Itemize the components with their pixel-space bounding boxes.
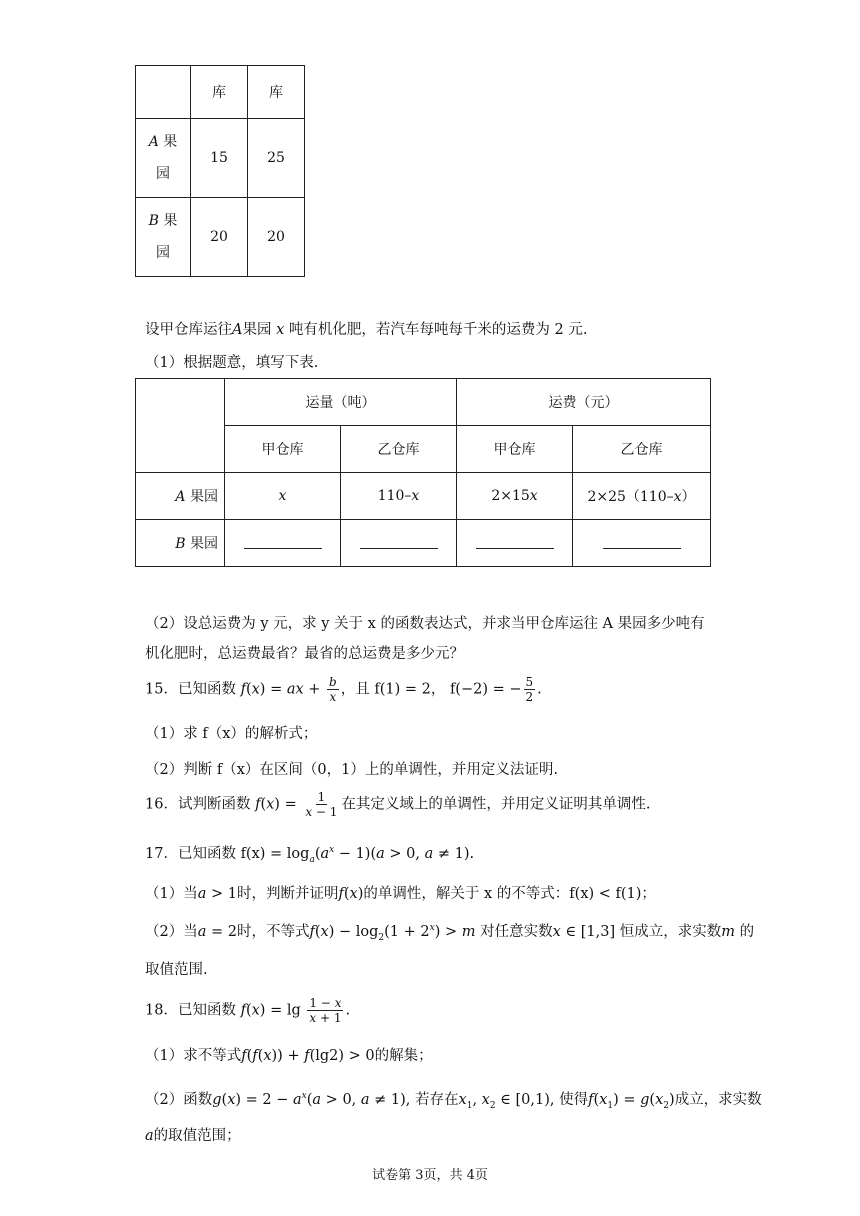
problem-18: 18．已知函数 f(x) = lg $\frac{1 - x}{x + 1}$ . [145, 996, 351, 1025]
problem-18-part-1: （1）求不等式f(f(x)) + f(lg2) > 0的解集； [145, 1048, 433, 1064]
problem-18-part-2: （2）函数$g(x) = 2 - a^x(a > 0$, a ≠ 1), 若存在$x_1$, $x_2$ ∈ [0,1), 使得$f(x_1) = g(x_2)$成立，求实数 [145, 1091, 762, 1111]
table1-cell: 20 [248, 198, 305, 277]
fraction-1-minus-x-over-x-plus-1: $\frac{1 - x}{x + 1}$ [309, 996, 342, 1025]
table2-group-volume: 运量（吨） [225, 379, 457, 426]
table1-cell: 15 [191, 119, 248, 198]
page-footer: 试卷第 3页，共 4页 [372, 1168, 488, 1183]
table1-corner [136, 66, 191, 119]
fraction-5-over-2: $\frac{5}{2}$ [525, 675, 534, 704]
table1-header-2: 库 [248, 66, 305, 119]
fraction-1-over-x-minus-1: $\frac{1}{x - 1}$ [305, 790, 338, 819]
question-1-text: （1）根据题意，填写下表. [145, 355, 319, 371]
table2-sub-header: 甲仓库 [457, 426, 573, 473]
table2-cell: 2×15x [457, 473, 573, 520]
problem-15: 15．已知函数 f(x) = ax + $\frac{b}{x}$ ，且 f(1) = 2， f(−2) = − $\frac{5}{2}$ . [145, 675, 542, 704]
table1-header-1: 库 [191, 66, 248, 119]
table2-blank-cell[interactable] [573, 520, 711, 567]
problem-17-part-1: （1）当a > 1时，判断并证明f(x)的单调性，解关于 x 的不等式：f(x) < f(1)； [145, 886, 656, 902]
table1-row-label-a: A 果 园 [136, 119, 191, 198]
table2-group-cost: 运费（元） [457, 379, 711, 426]
intro-text: 设甲仓库运往A果园 x 吨有机化肥，若汽车每吨每千米的运费为 2 元. [145, 322, 588, 338]
problem-17: 17．已知函数 $f(x) = \log_a(a^x - 1)(a > 0$, a ≠ 1). [145, 845, 475, 865]
problem-18-part-2-cont: a的取值范围； [145, 1128, 241, 1144]
distance-table [135, 65, 305, 277]
table2-cell: 2×25（110–x） [573, 473, 711, 520]
problem-17-part-2: （2）当a = 2时，不等式$f(x) - \log_2(1 + 2^x) > m$ 对任意实数x ∈ [1,3] 恒成立，求实数m 的 [145, 923, 755, 943]
table2-blank-cell[interactable] [225, 520, 341, 567]
table2-row-label-b: B 果园 [136, 520, 225, 567]
table1-cell: 25 [248, 119, 305, 198]
freight-table [135, 378, 711, 567]
table2-sub-header: 乙仓库 [573, 426, 711, 473]
problem-16: 16．试判断函数 f(x) = $\frac{1}{x - 1}$ 在其定义域上的单调性，并用定义证明其单调性. [145, 790, 651, 819]
table2-blank-cell[interactable] [341, 520, 457, 567]
table2-cell: x [225, 473, 341, 520]
table1-cell: 20 [191, 198, 248, 277]
table2-row-label-a: A 果园 [136, 473, 225, 520]
question-2-line-2: 机化肥时，总运费最省？最省的总运费是多少元？ [145, 646, 464, 662]
table2-blank-cell[interactable] [457, 520, 573, 567]
table1-row-label-b: B 果 园 [136, 198, 191, 277]
problem-15-part-2: （2）判断 f（x）在区间（0，1）上的单调性，并用定义法证明. [145, 762, 558, 778]
table2-sub-header: 甲仓库 [225, 426, 341, 473]
fraction-b-over-x: $\frac{b}{x}$ [329, 675, 337, 704]
problem-15-part-1: （1）求 f（x）的解析式； [145, 726, 318, 742]
table2-corner [136, 379, 225, 473]
table2-cell: 110–x [341, 473, 457, 520]
problem-17-part-2-cont: 取值范围. [145, 962, 208, 978]
table2-sub-header: 乙仓库 [341, 426, 457, 473]
question-2-line-1: （2）设总运费为 y 元，求 y 关于 x 的函数表达式，并求当甲仓库运往 A 果园多少吨有 [145, 616, 705, 632]
